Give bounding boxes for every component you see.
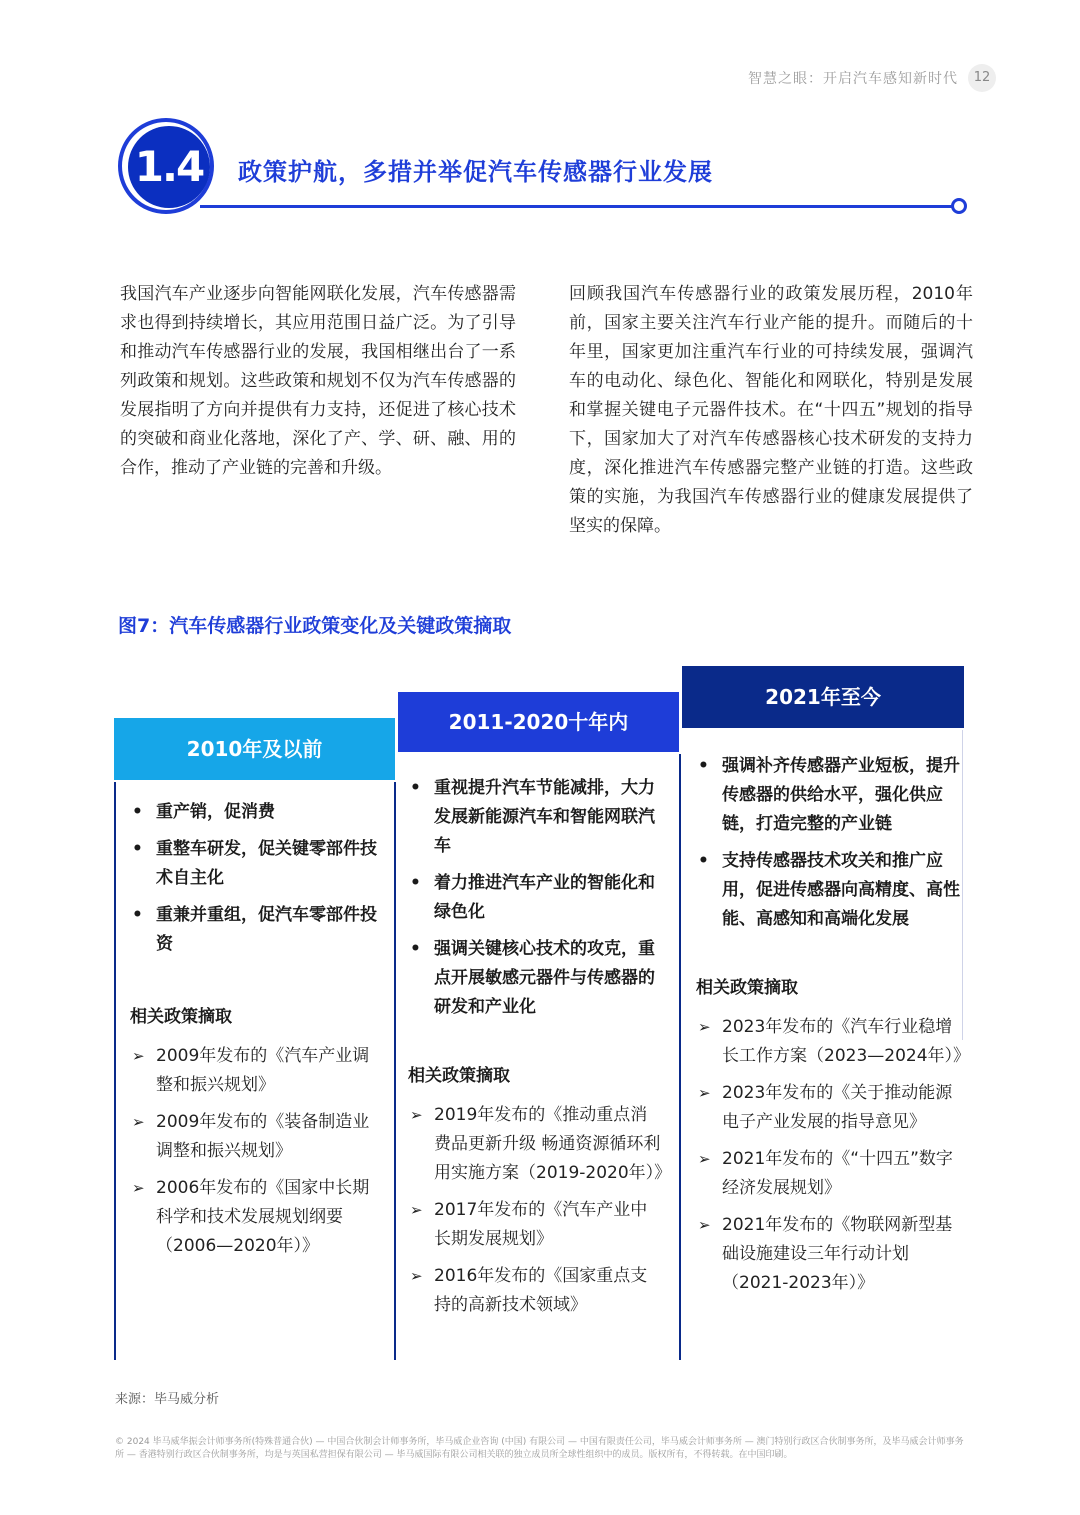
- focus-item: • 重产销，促消费: [130, 798, 386, 827]
- bullet-icon: •: [698, 851, 709, 871]
- focus-item: • 重整车研发，促关键零部件技术自主化: [130, 835, 386, 893]
- arrow-icon: ➢: [132, 1113, 145, 1131]
- focus-list: [130, 798, 386, 959]
- policy-item: ➢ 2009年发布的《汽车产业调整和振兴规划》: [130, 1042, 386, 1100]
- figure-title: 图7：汽车传感器行业政策变化及关键政策摘取: [118, 615, 512, 637]
- timeline-column-2011-2020: [408, 774, 672, 1328]
- intro-paragraph-left: 我国汽车产业逐步向智能网联化发展，汽车传感器需求也得到持续增长，其应用范围日益广泛。为了引导和推动汽车传感器行业的发展，我国相继出台了一系列政策和规划。这些政策和规划不仅为汽车传感器的发展指明了方向并提供有力支持，还促进了核心技术的突破和商业化落地，深化了产、学、研、融、用的合作，推动了产业链的完善和升级。: [120, 284, 516, 478]
- legal-footer: © 2024 毕马威华振会计师事务所(特殊普通合伙) — 中国合伙制会计师事务所，毕马威企业咨询 (中国) 有限公司 — 中国有限责任公司，毕马威会计师事务所 — 澳门特别行政区合伙制事务所，及毕马威会计师事务所 — 香港特别行政区合伙制事务所，均是与英国私营担保有限公司 — 毕马威国际有限公司相关联的独立成员所全球性组织中的成员。版权所有，不得转载。在中国印刷。: [115, 1437, 964, 1460]
- column-header-2021: 2021年至今: [682, 666, 964, 728]
- intro-paragraph-right: 回顾我国汽车传感器行业的政策发展历程，2010年前，国家主要关注汽车行业产能的提升。而随后的十年里，国家更加注重汽车行业的可持续发展，强调汽车的电动化、绿色化、智能化和网联化，特别是发展和掌握关键电子元器件技术。在“十四五”规划的指导下，国家加大了对汽车传感器核心技术研发的支持力度，深化推进汽车传感器完整产业链的打造。这些政策的实施，为我国汽车传感器行业的健康发展提供了坚实的保障。: [569, 284, 973, 536]
- policy-heading: 相关政策摘取: [408, 1066, 510, 1086]
- timeline-column-2021: [696, 752, 971, 1306]
- policy-item: ➢ 2016年发布的《国家重点支持的高新技术领域》: [408, 1262, 664, 1320]
- policy-item: ➢ 2017年发布的《汽车产业中长期发展规划》: [408, 1196, 664, 1254]
- timeline-column-2010: [130, 798, 386, 1269]
- policy-item: ➢ 2023年发布的《汽车行业稳增长工作方案（2023—2024年）》: [696, 1013, 968, 1071]
- focus-item: • 着力推进汽车产业的智能化和绿色化: [408, 869, 664, 927]
- section-title: 政策护航，多措并举促汽车传感器行业发展: [238, 158, 713, 186]
- arrow-icon: ➢: [410, 1106, 423, 1124]
- column-divider: [679, 754, 681, 1360]
- focus-list: [696, 752, 968, 934]
- arrow-icon: ➢: [132, 1179, 145, 1197]
- arrow-icon: ➢: [698, 1216, 711, 1234]
- policy-list: [696, 1013, 971, 1298]
- focus-item: • 强调关键核心技术的攻克，重点开展敏感元器件与传感器的研发和产业化: [408, 935, 664, 1022]
- page-number: 12: [968, 64, 996, 92]
- focus-list: [408, 774, 664, 1022]
- policy-heading: 相关政策摘取: [696, 978, 798, 998]
- bullet-icon: •: [132, 839, 143, 859]
- arrow-icon: ➢: [410, 1201, 423, 1219]
- bullet-icon: •: [132, 802, 143, 822]
- arrow-icon: ➢: [698, 1018, 711, 1036]
- focus-item: • 重视提升汽车节能减排，大力发展新能源汽车和智能网联汽车: [408, 774, 664, 861]
- column-header-2010: 2010年及以前: [114, 718, 395, 780]
- bullet-icon: •: [410, 778, 421, 798]
- section-rule-end-dot: [951, 198, 967, 214]
- policy-item: ➢ 2021年发布的《物联网新型基础设施建设三年行动计划（2021-2023年）》: [696, 1211, 968, 1298]
- arrow-icon: ➢: [698, 1150, 711, 1168]
- figure-source: 来源：毕马威分析: [115, 1392, 220, 1407]
- policy-list: [408, 1101, 672, 1320]
- bullet-icon: •: [132, 905, 143, 925]
- policy-heading: 相关政策摘取: [130, 1007, 232, 1027]
- section-number: 1.4: [134, 142, 204, 191]
- policy-item: ➢ 2023年发布的《关于推动能源电子产业发展的指导意见》: [696, 1079, 968, 1137]
- policy-item: ➢ 2021年发布的《“十四五”数字经济发展规划》: [696, 1145, 968, 1203]
- focus-item: • 支持传感器技术攻关和推广应用，促进传感器向高精度、高性能、高感知和高端化发展: [696, 847, 968, 934]
- policy-item: ➢ 2019年发布的《推动重点消费品更新升级 畅通资源循环利用实施方案（2019-2020年）》: [408, 1101, 664, 1188]
- policy-list: [130, 1042, 386, 1261]
- column-divider: [394, 782, 396, 1360]
- bullet-icon: •: [410, 939, 421, 959]
- bullet-icon: •: [698, 756, 709, 776]
- focus-item: • 强调补齐传感器产业短板，提升传感器的供给水平，强化供应链，打造完整的产业链: [696, 752, 968, 839]
- column-header-2011-2020: 2011-2020十年内: [398, 692, 679, 752]
- arrow-icon: ➢: [410, 1267, 423, 1285]
- arrow-icon: ➢: [132, 1047, 145, 1065]
- column-divider: [114, 782, 116, 1360]
- running-header-title: 智慧之眼：开启汽车感知新时代: [748, 71, 958, 87]
- section-rule: [200, 205, 952, 208]
- arrow-icon: ➢: [698, 1084, 711, 1102]
- policy-item: ➢ 2009年发布的《装备制造业调整和振兴规划》: [130, 1108, 386, 1166]
- focus-item: • 重兼并重组，促汽车零部件投资: [130, 901, 386, 959]
- bullet-icon: •: [410, 873, 421, 893]
- policy-item: ➢ 2006年发布的《国家中长期科学和技术发展规划纲要（2006—2020年）》: [130, 1174, 386, 1261]
